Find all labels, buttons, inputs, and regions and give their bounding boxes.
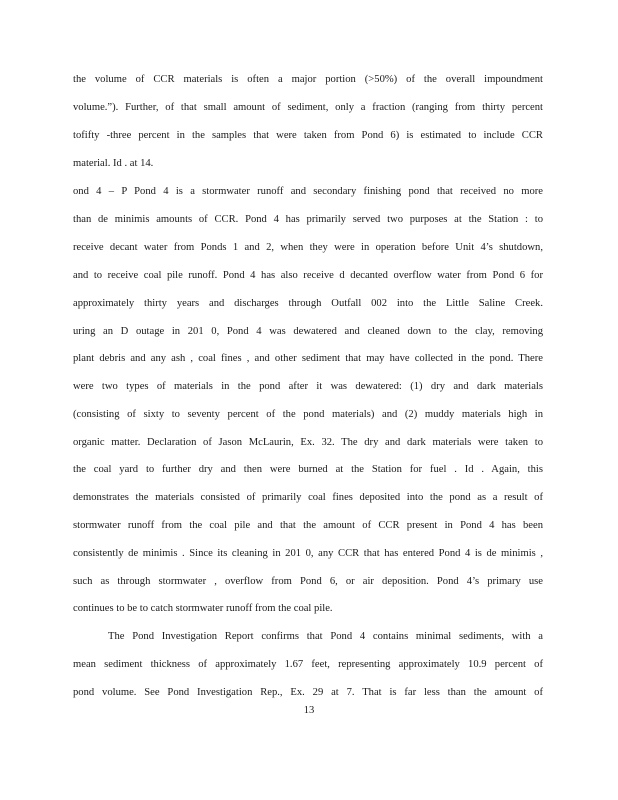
text-line: continues to be to catch stormwater runoff from the coal pile. — [73, 603, 333, 614]
text-line: material. Id . at 14. — [73, 158, 154, 169]
text-line: receive decant water from Ponds 1 and 2, when they were in operation before Unit 4’s shutdown, — [73, 242, 543, 253]
text-line: organic matter. Declaration of Jason McLaurin, Ex. 32. The dry and dark materials were taken to — [73, 437, 543, 448]
text-line: approximately thirty years and discharges through Outfall 002 into the Little Saline Creek. — [73, 298, 543, 309]
text-line: volume.”). Further, of that small amount of sediment, only a fraction (ranging from thirty percent — [73, 102, 543, 113]
text-line: consistently de minimis . Since its cleaning in 201 0, any CCR that has entered Pond 4 is de minimis , — [73, 548, 543, 559]
text-line: were two types of materials in the pond after it was dewatered: (1) dry and dark materials — [73, 381, 543, 392]
text-line: ond 4 – P Pond 4 is a stormwater runoff and secondary finishing pond that received no more — [73, 186, 543, 197]
text-line: the volume of CCR materials is often a major portion (>50%) of the overall impoundment — [73, 74, 543, 85]
text-line: mean sediment thickness of approximately 1.67 feet, representing approximately 10.9 percent of — [73, 659, 543, 670]
text-line: the coal yard to further dry and then were burned at the Station for fuel . Id . Again, this — [73, 464, 543, 475]
text-line: and to receive coal pile runoff. Pond 4 has also receive d decanted overflow water from Pond 6 for — [73, 270, 543, 281]
text-line: such as through stormwater , overflow from Pond 6, or air deposition. Pond 4’s primary use — [73, 576, 543, 587]
text-line: pond volume. See Pond Investigation Rep., Ex. 29 at 7. That is far less than the amount of — [73, 687, 543, 698]
text-line: (consisting of sixty to seventy percent of the pond materials) and (2) muddy materials high in — [73, 409, 543, 420]
text-line: than de minimis amounts of CCR. Pond 4 has primarily served two purposes at the Station : to — [73, 214, 543, 225]
text-line: The Pond Investigation Report confirms that Pond 4 contains minimal sediments, with a — [108, 631, 543, 642]
text-line: uring an D outage in 201 0, Pond 4 was dewatered and cleaned down to the clay, removing — [73, 326, 543, 337]
page-number: 13 — [303, 705, 315, 716]
text-line: plant debris and any ash , coal fines , and other sediment that may have collected in the pond. There — [73, 353, 543, 364]
text-line: demonstrates the materials consisted of primarily coal fines deposited into the pond as a result of — [73, 492, 543, 503]
text-line: tofifty -three percent in the samples that were taken from Pond 6) is estimated to include CCR — [73, 130, 543, 141]
text-line: stormwater runoff from the coal pile and that the amount of CCR present in Pond 4 has been — [73, 520, 543, 531]
